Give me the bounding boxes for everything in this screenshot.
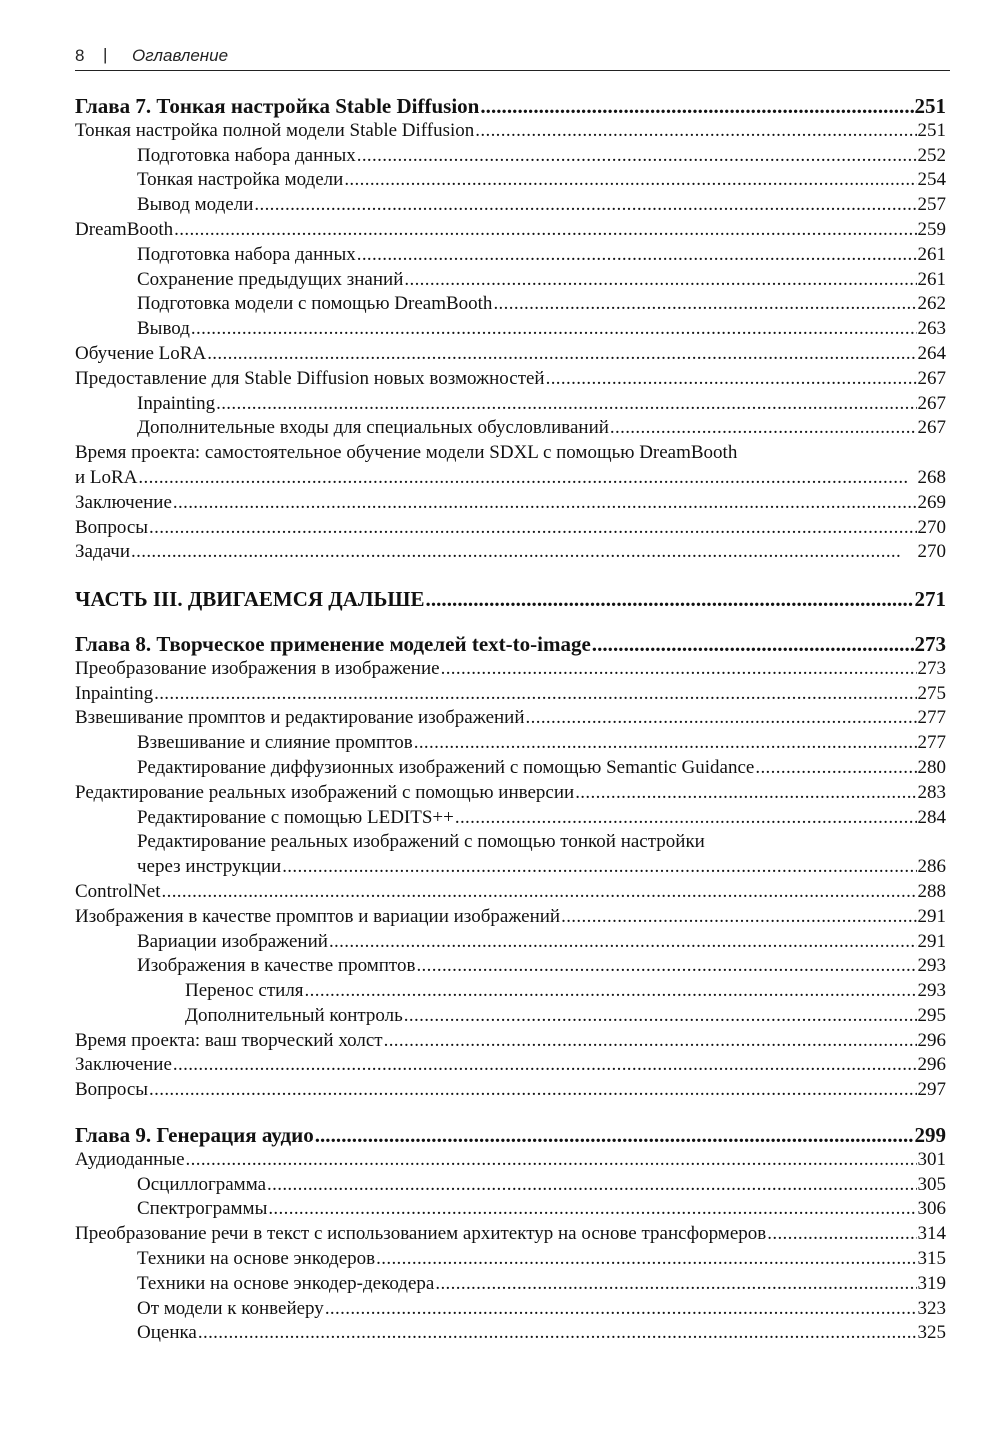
toc-part-3[interactable]: ЧАСТЬ III. ДВИГАЕМСЯ ДАЛЬШЕ . . . 271	[75, 587, 946, 612]
running-header	[75, 42, 950, 71]
toc-entry[interactable]: Сохранение предыдущих знаний . . . 261	[75, 268, 946, 293]
toc-entry[interactable]: Перенос стиля . . . 293	[75, 979, 946, 1004]
toc-entry[interactable]: Техники на основе энкодер-декодера . . . 319	[75, 1272, 946, 1297]
header-separator: |	[103, 45, 108, 64]
toc-chapter-8[interactable]: Глава 8. Творческое применение моделей text-to-image . . . 273	[75, 632, 946, 657]
toc-entry[interactable]: Спектрограммы . . . 306	[75, 1197, 946, 1222]
toc-entry[interactable]: Изображения в качестве промптов и вариации изображений . . . 291	[75, 905, 946, 930]
toc-entry[interactable]: Заключение . . . 296	[75, 1053, 946, 1078]
toc-entry[interactable]: Взвешивание и слияние промптов . . . 277	[75, 731, 946, 756]
toc-entry[interactable]: Редактирование диффузионных изображений с помощью Semantic Guidance . . . 280	[75, 756, 946, 781]
toc-entry[interactable]: Осциллограмма . . . 305	[75, 1173, 946, 1198]
toc-entry[interactable]: Предоставление для Stable Diffusion новых возможностей . . . 267	[75, 367, 946, 392]
toc-entry[interactable]: Редактирование с помощью LEDITS++ . . . 284	[75, 806, 946, 831]
toc-entry[interactable]: Вопросы . . . 270	[75, 516, 946, 541]
toc-entry-line2[interactable]: и LoRA . . . 268	[75, 466, 946, 491]
toc-entry[interactable]: Вопросы . . . 297	[75, 1078, 946, 1103]
toc-entry[interactable]: Преобразование речи в текст с использованием архитектур на основе трансформеров . . . 314	[75, 1222, 946, 1247]
toc-entry[interactable]: Задачи . . . 270	[75, 540, 946, 565]
toc-entry[interactable]: Inpainting . . . 275	[75, 682, 946, 707]
toc-entry[interactable]: Оценка . . . 325	[75, 1321, 946, 1346]
toc-entry[interactable]: Тонкая настройка полной модели Stable Diffusion . . . 251	[75, 119, 946, 144]
toc-entry-line1[interactable]: Редактирование реальных изображений с помощью тонкой настройки	[137, 831, 705, 853]
toc-entry[interactable]: Заключение . . . 269	[75, 491, 946, 516]
toc-chapter-7[interactable]: Глава 7. Тонкая настройка Stable Diffusion . . . 251	[75, 94, 946, 119]
toc-entry[interactable]: ControlNet . . . 288	[75, 880, 946, 905]
toc-entry[interactable]: Inpainting . . . 267	[75, 392, 946, 417]
toc-entry[interactable]: Обучение LoRA . . . 264	[75, 342, 946, 367]
toc-entry[interactable]: DreamBooth . . . 259	[75, 218, 946, 243]
toc-entry[interactable]: Дополнительный контроль . . . 295	[75, 1004, 946, 1029]
toc-entry[interactable]: Вариации изображений . . . 291	[75, 930, 946, 955]
toc-entry-line1[interactable]: Время проекта: самостоятельное обучение модели SDXL с помощью DreamBooth	[75, 442, 738, 464]
toc-entry[interactable]: Техники на основе энкодеров . . . 315	[75, 1247, 946, 1272]
toc-entry[interactable]: Изображения в качестве промптов . . . 293	[75, 954, 946, 979]
table-of-contents	[75, 94, 946, 1346]
page-number: 8	[75, 46, 85, 65]
toc-entry[interactable]: От модели к конвейеру . . . 323	[75, 1297, 946, 1322]
toc-entry[interactable]: Вывод модели . . . 257	[75, 193, 946, 218]
toc-chapter-9[interactable]: Глава 9. Генерация аудио . . . 299	[75, 1123, 946, 1148]
toc-entry-line2[interactable]: через инструкции . . . 286	[75, 855, 946, 880]
toc-entry[interactable]: Дополнительные входы для специальных обусловливаний . . . 267	[75, 416, 946, 441]
toc-entry[interactable]: Подготовка набора данных . . . 252	[75, 144, 946, 169]
toc-entry[interactable]: Аудиоданные . . . 301	[75, 1148, 946, 1173]
header-title: Оглавление	[132, 46, 229, 65]
toc-entry[interactable]: Взвешивание промптов и редактирование изображений . . . 277	[75, 706, 946, 731]
toc-entry[interactable]: Время проекта: ваш творческий холст . . . 296	[75, 1029, 946, 1054]
toc-entry[interactable]: Тонкая настройка модели . . . 254	[75, 168, 946, 193]
toc-entry[interactable]: Подготовка набора данных . . . 261	[75, 243, 946, 268]
toc-entry[interactable]: Подготовка модели с помощью DreamBooth . . . 262	[75, 292, 946, 317]
toc-entry[interactable]: Редактирование реальных изображений с помощью инверсии . . . 283	[75, 781, 946, 806]
toc-entry[interactable]: Преобразование изображения в изображение . . . 273	[75, 657, 946, 682]
toc-entry[interactable]: Вывод . . . 263	[75, 317, 946, 342]
